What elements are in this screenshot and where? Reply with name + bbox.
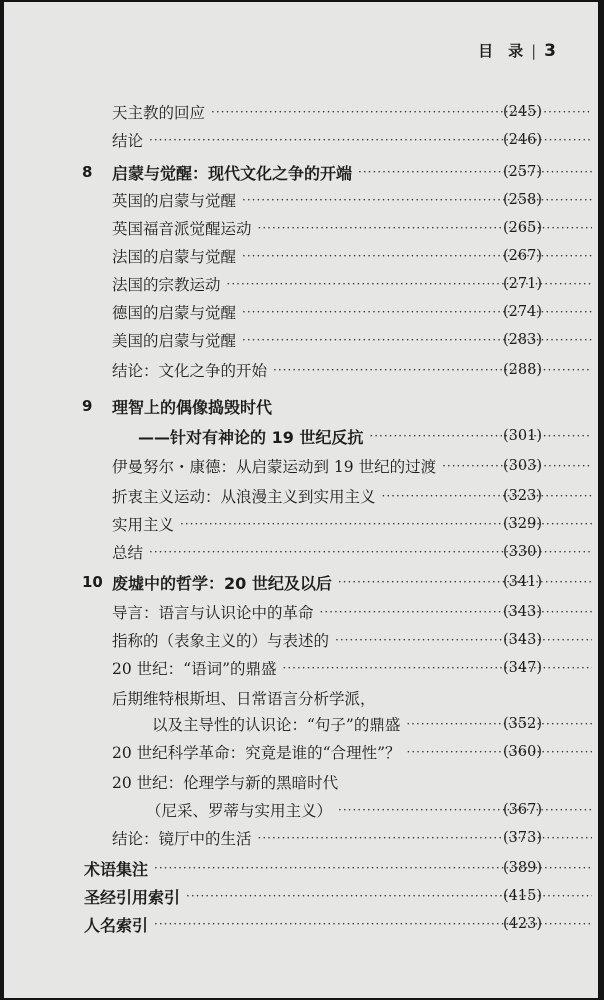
section-title: 术语集注 [84,859,149,879]
toc-chapter-subtitle[interactable] [138,422,598,450]
entry-title: 天主教的回应 [112,104,206,122]
entry-title: 英国福音派觉醒运动 [112,220,252,238]
entry-title: 英国的启蒙与觉醒 [112,192,237,210]
entry-title: 结论 [112,132,144,150]
entry-page: (258) [503,192,542,208]
leader-dots [335,633,592,647]
entry-page: (271) [503,276,542,292]
entry-page: (323) [503,488,542,504]
toc-entry[interactable] [112,824,598,852]
entry-title: 导言：语言与认识论中的革命 [112,604,314,622]
chapter-subtitle: ——针对有神论的 19 世纪反抗 [138,427,364,447]
toc-chapter[interactable] [82,158,598,186]
header-page-number: 3 [544,40,556,61]
leader-dots [338,803,592,817]
toc-entry[interactable] [112,270,598,298]
entry-page: (343) [503,632,542,648]
entry-page: (352) [503,716,542,732]
toc-entry[interactable] [112,482,598,510]
chapter-title: 理智上的偶像捣毁时代 [112,397,273,417]
toc-entry[interactable] [112,214,598,242]
book-page [4,2,598,998]
toc-chapter[interactable] [82,568,598,596]
entry-page: (343) [503,604,542,620]
header-title: 目 录 [478,42,524,60]
toc-section[interactable] [84,882,598,910]
entry-title: 结论：文化之争的开始 [112,362,268,380]
entry-page: (267) [503,248,542,264]
toc-entry[interactable] [112,356,598,384]
entry-page: (257) [503,164,542,180]
entry-page: (283) [503,332,542,348]
toc-entry[interactable] [112,186,598,214]
entry-page: (415) [503,888,542,904]
entry-title: 美国的启蒙与觉醒 [112,332,237,350]
entry-title: 总结 [112,544,144,562]
toc-section[interactable] [84,854,598,882]
entry-page: (347) [503,660,542,676]
entry-page: (265) [503,220,542,236]
leader-dots [338,575,592,589]
entry-page: (330) [503,544,542,560]
entry-title: 法国的宗教运动 [112,276,221,294]
toc-entry[interactable] [112,684,598,712]
entry-title: 20 世纪：“语词”的鼎盛 [112,660,277,678]
leader-dots [283,661,593,675]
entry-title: 德国的启蒙与觉醒 [112,304,237,322]
chapter-number: 10 [82,573,103,591]
leader-dots [273,363,592,377]
toc-entry-continued[interactable] [152,710,598,738]
entry-title: 伊曼努尔・康德：从启蒙运动到 19 世纪的过渡 [112,458,437,476]
leader-dots [358,165,592,179]
entry-page: (367) [503,802,542,818]
toc-section[interactable] [84,910,598,938]
leader-dots [407,745,593,759]
toc-entry[interactable] [112,98,598,126]
entry-title: 后期维特根斯坦、日常语言分析学派， [112,690,376,708]
toc-entry[interactable] [112,298,598,326]
entry-page: (274) [503,304,542,320]
entry-page: (360) [503,744,542,760]
toc-entry[interactable] [112,452,598,480]
entry-page: (301) [503,428,542,444]
entry-title: 20 世纪科学革命：究竟是谁的“合理性”？ [112,744,401,762]
toc-entry[interactable] [112,598,598,626]
chapter-number: 8 [82,163,93,181]
entry-title: 法国的启蒙与觉醒 [112,248,237,266]
chapter-number: 9 [82,397,93,415]
entry-page: (245) [503,104,542,120]
entry-title: 指称的（表象主义的）与表述的 [112,632,330,650]
leader-dots [369,429,592,443]
entry-page: (303) [503,458,542,474]
entry-page: (389) [503,860,542,876]
toc-entry[interactable] [112,768,598,796]
entry-title: （尼采、罗蒂与实用主义） [146,802,333,820]
leader-dots [320,605,592,619]
leader-dots [406,717,592,731]
entry-title: 结论：镜厅中的生活 [112,830,252,848]
entry-page: (246) [503,132,542,148]
toc-entry[interactable] [112,326,598,354]
toc-entry[interactable] [112,510,598,538]
toc-chapter[interactable] [82,392,598,420]
toc-entry[interactable] [112,242,598,270]
entry-title: 实用主义 [112,516,175,534]
toc-entry-continued[interactable] [146,796,598,824]
section-title: 圣经引用索引 [84,887,181,907]
header-separator: | [531,41,537,60]
section-title: 人名索引 [84,915,149,935]
leader-dots [382,489,592,503]
entry-page: (288) [503,362,542,378]
toc-entry[interactable] [112,538,598,566]
chapter-title: 废墟中的哲学：20 世纪及以后 [112,573,332,593]
toc-entry[interactable] [112,738,598,766]
entry-title: 以及主导性的认识论：“句子”的鼎盛 [152,716,401,734]
entry-title: 折衷主义运动：从浪漫主义到实用主义 [112,488,376,506]
toc-entry[interactable] [112,654,598,682]
entry-title: 20 世纪：伦理学与新的黑暗时代 [112,774,339,792]
entry-page: (373) [503,830,542,846]
toc-entry[interactable] [112,626,598,654]
entry-page: (341) [503,574,542,590]
chapter-title: 启蒙与觉醒：现代文化之争的开端 [112,163,353,183]
entry-page: (329) [503,516,542,532]
entry-page: (423) [503,916,542,932]
toc-entry[interactable] [112,126,598,154]
running-header [478,40,556,61]
